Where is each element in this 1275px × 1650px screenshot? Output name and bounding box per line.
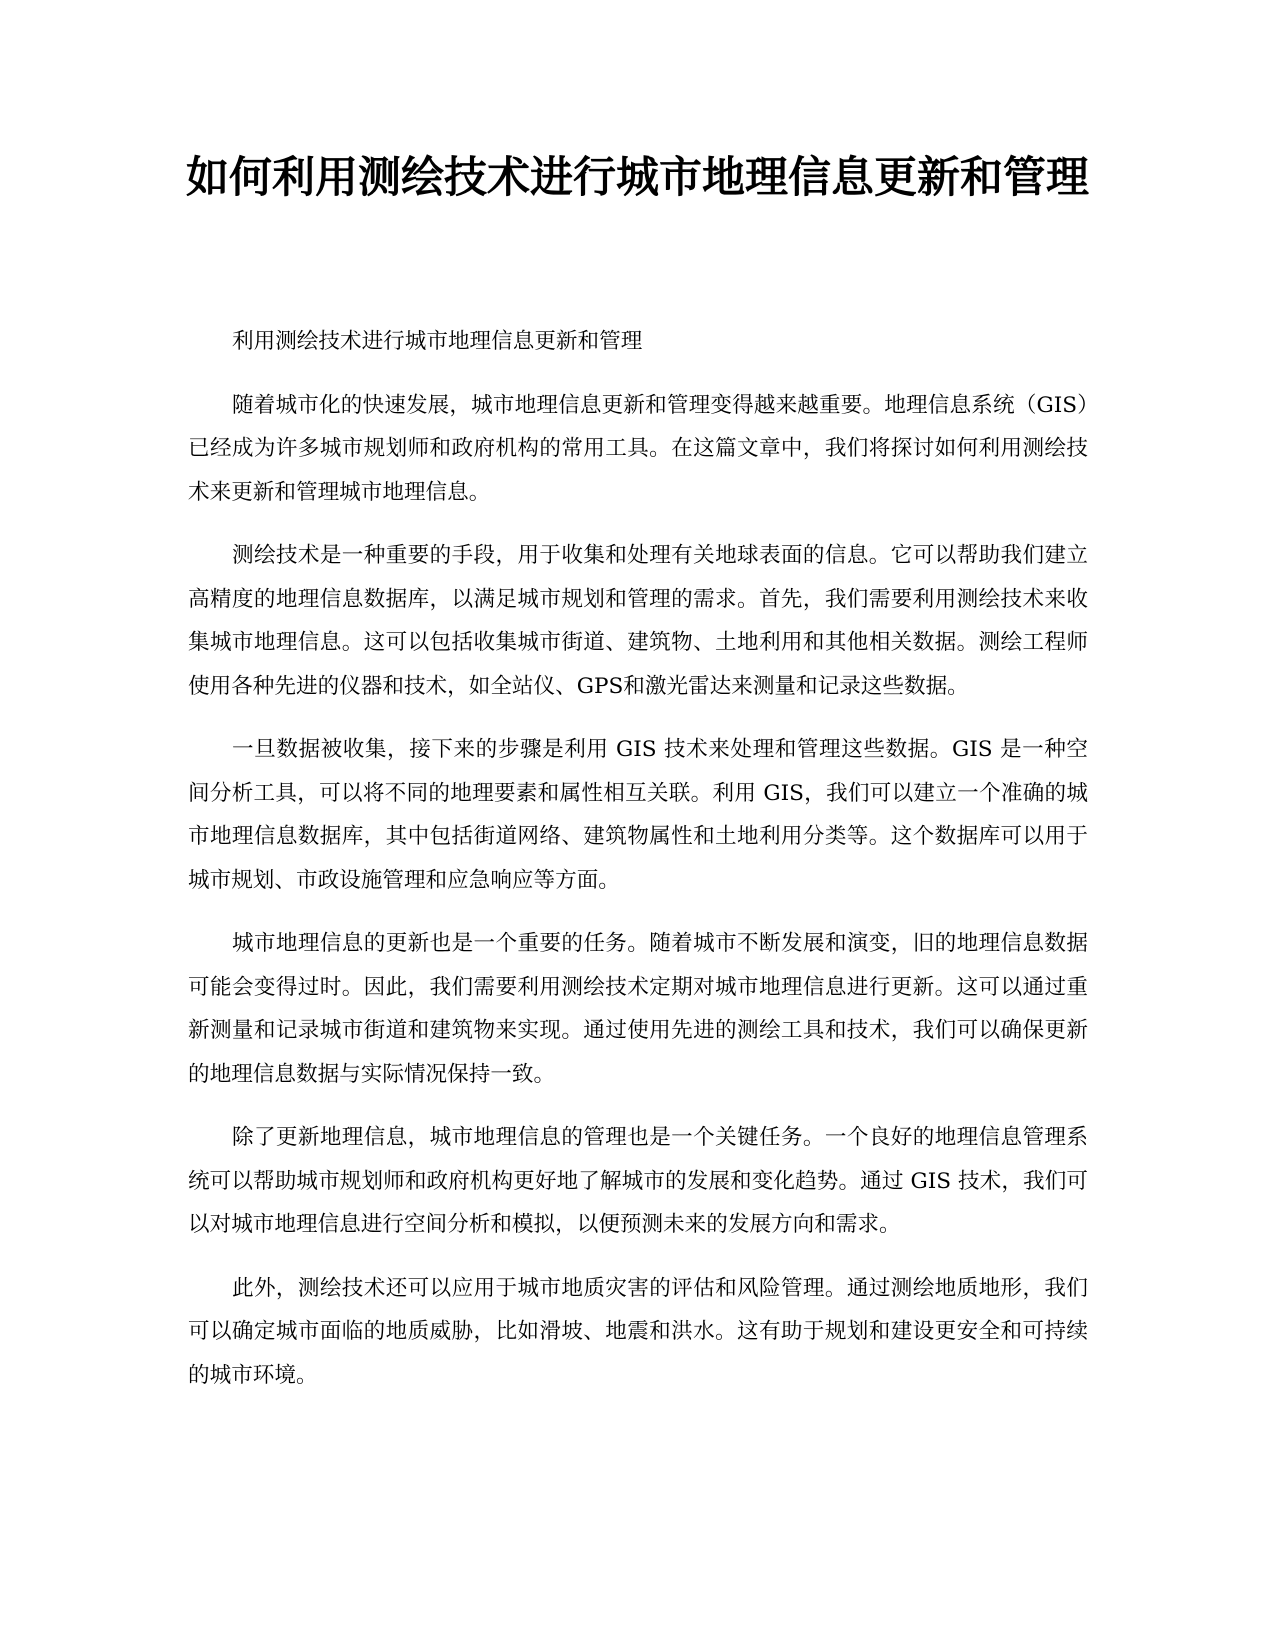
document-title: 如何利用测绘技术进行城市地理信息更新和管理 — [186, 153, 1089, 203]
paragraph-updating: 城市地理信息的更新也是一个重要的任务。随着城市不断发展和演变，旧的地理信息数据可能会变得过时。因此，我们需要利用测绘技术定期对城市地理信息进行更新。这可以通过重新测量和记录城市街道和建筑物来实现。通过使用先进的测绘工具和技术，我们可以确保更新的地理信息数据与实际情况保持一致。 — [188, 931, 1088, 1087]
paragraph-subtitle: 利用测绘技术进行城市地理信息更新和管理 — [232, 329, 643, 354]
paragraph-gis-processing: 一旦数据被收集，接下来的步骤是利用 GIS 技术来处理和管理这些数据。GIS 是一种空间分析工具，可以将不同的地理要素和属性相互关联。利用 GIS，我们可以建立一个准确的城市地理信息数据库，其中包括街道网络、建筑物属性和土地利用分类等。这个数据库可以用于城市规划、市政设施管理和应急响应等方面。 — [188, 737, 1088, 893]
paragraph-management: 除了更新地理信息，城市地理信息的管理也是一个关键任务。一个良好的地理信息管理系统可以帮助城市规划师和政府机构更好地了解城市的发展和变化趋势。通过 GIS 技术，我们可以对城市地理信息进行空间分析和模拟，以便预测未来的发展方向和需求。 — [188, 1125, 1088, 1237]
document-body — [188, 320, 1088, 1417]
paragraph-intro: 随着城市化的快速发展，城市地理信息更新和管理变得越来越重要。地理信息系统（GIS）已经成为许多城市规划师和政府机构的常用工具。在这篇文章中，我们将探讨如何利用测绘技术来更新和管理城市地理信息。 — [188, 392, 1088, 505]
paragraph-geohazards: 此外，测绘技术还可以应用于城市地质灾害的评估和风险管理。通过测绘地质地形，我们可以确定城市面临的地质威胁，比如滑坡、地震和洪水。这有助于规划和建设更安全和可持续的城市环境。 — [188, 1275, 1088, 1388]
paragraph-data-collection: 测绘技术是一种重要的手段，用于收集和处理有关地球表面的信息。它可以帮助我们建立高精度的地理信息数据库，以满足城市规划和管理的需求。首先，我们需要利用测绘技术来收集城市地理信息。这可以包括收集城市街道、建筑物、土地利用和其他相关数据。测绘工程师使用各种先进的仪器和技术，如全站仪、GPS和激光雷达来测量和记录这些数据。 — [188, 543, 1088, 699]
